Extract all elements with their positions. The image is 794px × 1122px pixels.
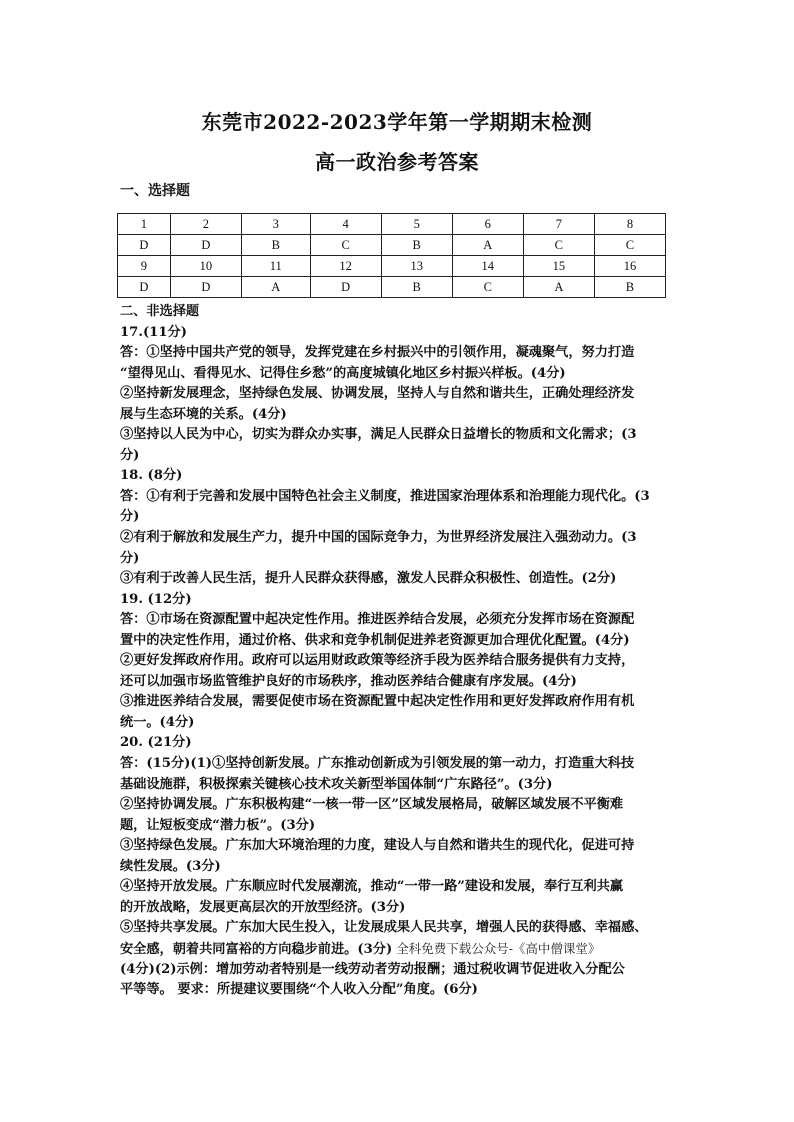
question-number-cell: 15	[523, 256, 594, 277]
text-line	[120, 549, 676, 570]
answer-text	[120, 302, 676, 1001]
text-line	[120, 405, 676, 426]
text-line-content: 置中的决定性作用，通过价格、供求和竞争机制促进养老资源更加合理优化配置。(4分)	[120, 632, 630, 648]
text-line-content: ②有利于解放和发展生产力，提升中国的国际竞争力，为世界经济发展注入强劲动力。(3	[120, 530, 637, 546]
text-line	[120, 816, 676, 837]
answer-cell: C	[594, 235, 665, 256]
text-line	[120, 980, 676, 1001]
question-number-cell: 2	[170, 214, 241, 235]
question-number-cell: 5	[381, 214, 452, 235]
text-line-content: ③坚持绿色发展。广东加大环境治理的力度，建设人与自然和谐共生的现代化，促进可持	[120, 838, 635, 854]
text-line-content: ③有利于改善人民生活，提升人民群众获得感，激发人民群众积极性、创造性。(2分)	[120, 571, 617, 587]
text-line-content: 18. (8分)	[120, 468, 183, 484]
text-line-content: ③推进医养结合发展，需要促使市场在资源配置中起决定性作用和更好发挥政府作用有机	[120, 694, 635, 710]
text-line	[120, 672, 676, 693]
text-line	[120, 364, 676, 385]
question-number-cell: 3	[241, 214, 310, 235]
answer-cell: D	[118, 277, 171, 298]
text-line	[120, 960, 676, 981]
question-number-cell: 10	[170, 256, 241, 277]
text-line-content: 19. (12分)	[120, 591, 192, 607]
text-line	[120, 713, 676, 734]
answer-cell: B	[381, 277, 452, 298]
text-line-content: 平等等。 要求：所提建议要围绕“个人收入分配”角度。(6分)	[120, 982, 478, 998]
text-line-content: 统一。(4分)	[120, 714, 195, 730]
question-number-cell: 1	[118, 214, 171, 235]
text-line	[120, 775, 676, 796]
text-line	[120, 918, 676, 939]
text-line-content: ⑤坚持共享发展。广东加大民生投入，让发展成果人民共享，增强人民的获得感、幸福感、	[120, 920, 648, 936]
text-line-content: 答：①有利于完善和发展中国特色社会主义制度，推进国家治理体系和治理能力现代化。(3	[120, 488, 650, 504]
document-title: 东莞市2022-2023学年第一学期期末检测	[201, 110, 593, 134]
answer-cell: D	[170, 277, 241, 298]
text-line	[120, 384, 676, 405]
answer-cell: D	[310, 277, 381, 298]
text-line	[120, 898, 676, 919]
text-line	[120, 651, 676, 672]
question-number-cell: 14	[452, 256, 523, 277]
watermark-text: 全科免费下载公众号-《高中僧课堂》	[392, 940, 601, 956]
text-line-content: 二、非选择题	[120, 304, 200, 319]
text-line-content: 展与生态环境的关系。(4分)	[120, 406, 287, 422]
text-line-content: 20. (21分)	[120, 735, 192, 751]
text-line	[120, 446, 676, 467]
answer-cell: C	[310, 235, 381, 256]
text-line-content: 的开放战略，发展更高层次的开放型经济。(3分)	[120, 899, 406, 915]
text-line-content: 分)	[120, 447, 140, 463]
text-line	[120, 466, 676, 487]
question-number-cell: 16	[594, 256, 665, 277]
question-number-cell: 13	[381, 256, 452, 277]
text-line-content: (4分)(2)示例：增加劳动者特别是一线劳动者劳动报酬；通过税收调节促进收入分配公	[120, 961, 625, 977]
text-line	[120, 692, 676, 713]
text-line-content: 分)	[120, 509, 140, 525]
answer-cell: A	[523, 277, 594, 298]
text-line-content: 答：①坚持中国共产党的领导，发挥党建在乡村振兴中的引领作用，凝魂聚气，努力打造	[120, 345, 635, 361]
text-line	[120, 487, 676, 508]
text-line	[120, 857, 676, 878]
answer-cell: C	[523, 235, 594, 256]
table-row	[118, 235, 666, 256]
text-line-content: 分)	[120, 550, 140, 566]
answer-cell: D	[170, 235, 241, 256]
text-line-content: 答：①市场在资源配置中起决定性作用。推进医养结合发展，必须充分发挥市场在资源配	[120, 612, 635, 628]
answer-cell: B	[594, 277, 665, 298]
text-line-content: 还可以加强市场监管维护良好的市场秩序，推动医养结合健康有序发展。(4分)	[120, 673, 577, 689]
table-row	[118, 256, 666, 277]
section-heading-choice: 一、选择题	[120, 183, 190, 199]
text-line	[120, 323, 676, 344]
text-line-content: ②坚持协调发展。广东积极构建“一核一带一区”区域发展格局，破解区域发展不平衡难	[120, 797, 624, 813]
text-line	[120, 939, 676, 960]
text-line	[120, 590, 676, 611]
document-subtitle: 高一政治参考答案	[315, 150, 479, 174]
text-line	[120, 507, 676, 528]
table-row	[118, 214, 666, 235]
question-number-cell: 9	[118, 256, 171, 277]
question-number-cell: 11	[241, 256, 310, 277]
text-line-content: ③坚持以人民为中心，切实为群众办实事，满足人民群众日益增长的物质和文化需求；(3	[120, 427, 637, 443]
text-line	[120, 610, 676, 631]
text-line-content: ②坚持新发展理念，坚持绿色发展、协调发展，坚持人与自然和谐共生，正确处理经济发	[120, 386, 635, 402]
text-line	[120, 733, 676, 754]
text-line	[120, 795, 676, 816]
text-line	[120, 877, 676, 898]
table-row	[118, 277, 666, 298]
text-line-content: 17.(11分)	[120, 324, 187, 340]
answer-cell: A	[452, 235, 523, 256]
text-line	[120, 302, 676, 323]
text-line	[120, 343, 676, 364]
text-line-content: 基础设施群，积极探索关键核心技术攻关新型举国体制“广东路径”。(3分)	[120, 776, 553, 792]
text-line-content: 续性发展。(3分)	[120, 858, 221, 874]
question-number-cell: 4	[310, 214, 381, 235]
question-number-cell: 8	[594, 214, 665, 235]
answer-cell: B	[241, 235, 310, 256]
text-line	[120, 631, 676, 652]
text-line-content: “望得见山、看得见水、记得住乡愁”的高度城镇化地区乡村振兴样板。(4分)	[120, 365, 566, 381]
text-line-content: ④坚持开放发展。广东顺应时代发展潮流，推动“一带一路”建设和发展，奉行互利共赢	[120, 879, 624, 895]
question-number-cell: 12	[310, 256, 381, 277]
question-number-cell: 7	[523, 214, 594, 235]
text-line-content: 安全感，朝着共同富裕的方向稳步前进。(3分)	[120, 941, 393, 957]
text-line	[120, 569, 676, 590]
text-line	[120, 528, 676, 549]
question-number-cell: 6	[452, 214, 523, 235]
answer-cell: B	[381, 235, 452, 256]
text-line-content: ②更好发挥政府作用。政府可以运用财政政策等经济手段为医养结合服务提供有力支持，	[120, 653, 635, 669]
answer-table	[117, 213, 666, 298]
text-line	[120, 754, 676, 775]
text-line-content: 题，让短板变成“潜力板”。(3分)	[120, 817, 316, 833]
answer-cell: D	[118, 235, 171, 256]
answer-cell: C	[452, 277, 523, 298]
text-line	[120, 425, 676, 446]
text-line-content: 答：(15分)(1)①坚持创新发展。广东推动创新成为引领发展的第一动力，打造重大科技	[120, 756, 635, 772]
answer-cell: A	[241, 277, 310, 298]
text-line	[120, 836, 676, 857]
